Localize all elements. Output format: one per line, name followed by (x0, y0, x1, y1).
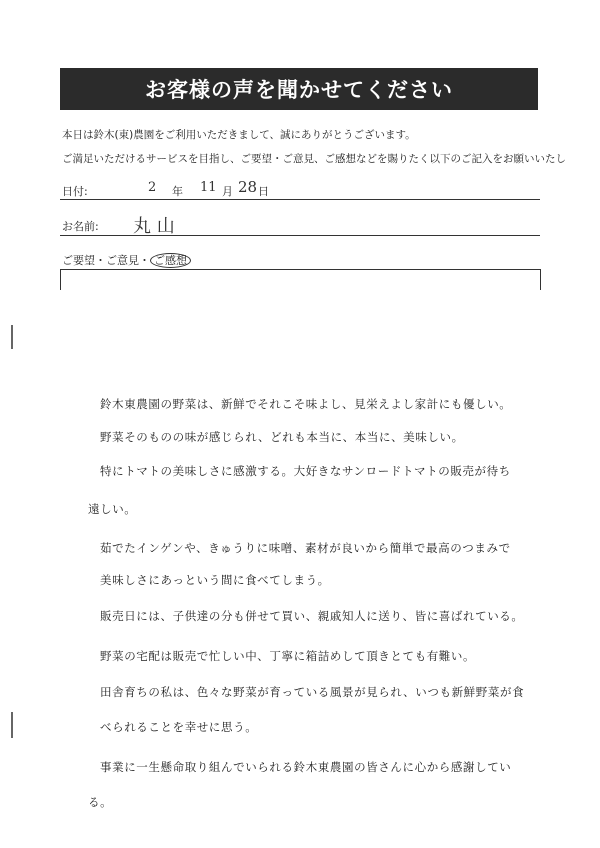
date-year-unit: 年 (172, 185, 183, 198)
comments-box (60, 269, 541, 290)
date-day-unit: 日 (258, 185, 269, 198)
name-underline (60, 235, 540, 236)
body-line-7: 販売日には、子供達の分も併せて買い、親戚知人に送り、皆に喜ばれている。 (100, 609, 524, 623)
body-line-3: 特にトマトの美味しさに感激する。大好きなサンロードトマトの販売が待ち (100, 464, 511, 478)
body-line-11: 事業に一生懸命取り組んでいられる鈴木東農園の皆さんに心から感謝してい (100, 760, 512, 774)
body-line-9: 田舎育ちの私は、色々な野菜が育っている風景が見られ、いつも新鮮野菜が食 (100, 685, 525, 699)
scan-mark-top (11, 325, 13, 349)
body-line-2: 野菜そのものの味が感じられ、どれも本当に、本当に、美味しい。 (100, 430, 464, 444)
body-line-5: 茹でたインゲンや、きゅうりに味噌、素材が良いから簡単で最高のつまみで (100, 541, 511, 555)
body-line-4: 遠しい。 (88, 502, 137, 516)
body-line-12: る。 (88, 795, 113, 809)
date-underline (60, 199, 540, 200)
intro-line-2: ご満足いただけるサービスを目指し、ご要望・ご意見、ご感想などを賜りたく以下のご記入をお願いいたし (62, 153, 566, 165)
intro-line-1: 本日は鈴木(東)農園をご利用いただきまして、誠にありがとうございます。 (62, 129, 416, 141)
scan-mark-bottom (11, 712, 13, 738)
date-month-unit: 月 (222, 185, 233, 198)
form-title: お客様の声を聞かせてください (60, 68, 538, 110)
name-value: 丸 山 (133, 216, 175, 237)
comments-label (62, 252, 191, 268)
body-line-6: 美味しさにあっという間に食べてしまう。 (100, 573, 330, 587)
body-line-1: 鈴木東農園の野菜は、新鮮でそれこそ味よし、見栄えよし家計にも優しい。 (100, 397, 512, 411)
comments-label-prefix: ご要望・ご意見・ (62, 254, 150, 267)
date-label: 日付: (62, 185, 88, 198)
body-line-10: べられることを幸せに思う。 (100, 720, 258, 734)
date-day-value: 28 (238, 178, 258, 196)
date-month-value: 11 (200, 180, 217, 195)
comments-label-circled: ご感想 (150, 253, 191, 268)
date-year-value: 2 (148, 180, 157, 195)
body-line-8: 野菜の宅配は販売で忙しい中、丁寧に箱詰めして頂きとても有難い。 (100, 649, 476, 663)
name-label: お名前: (62, 220, 99, 233)
